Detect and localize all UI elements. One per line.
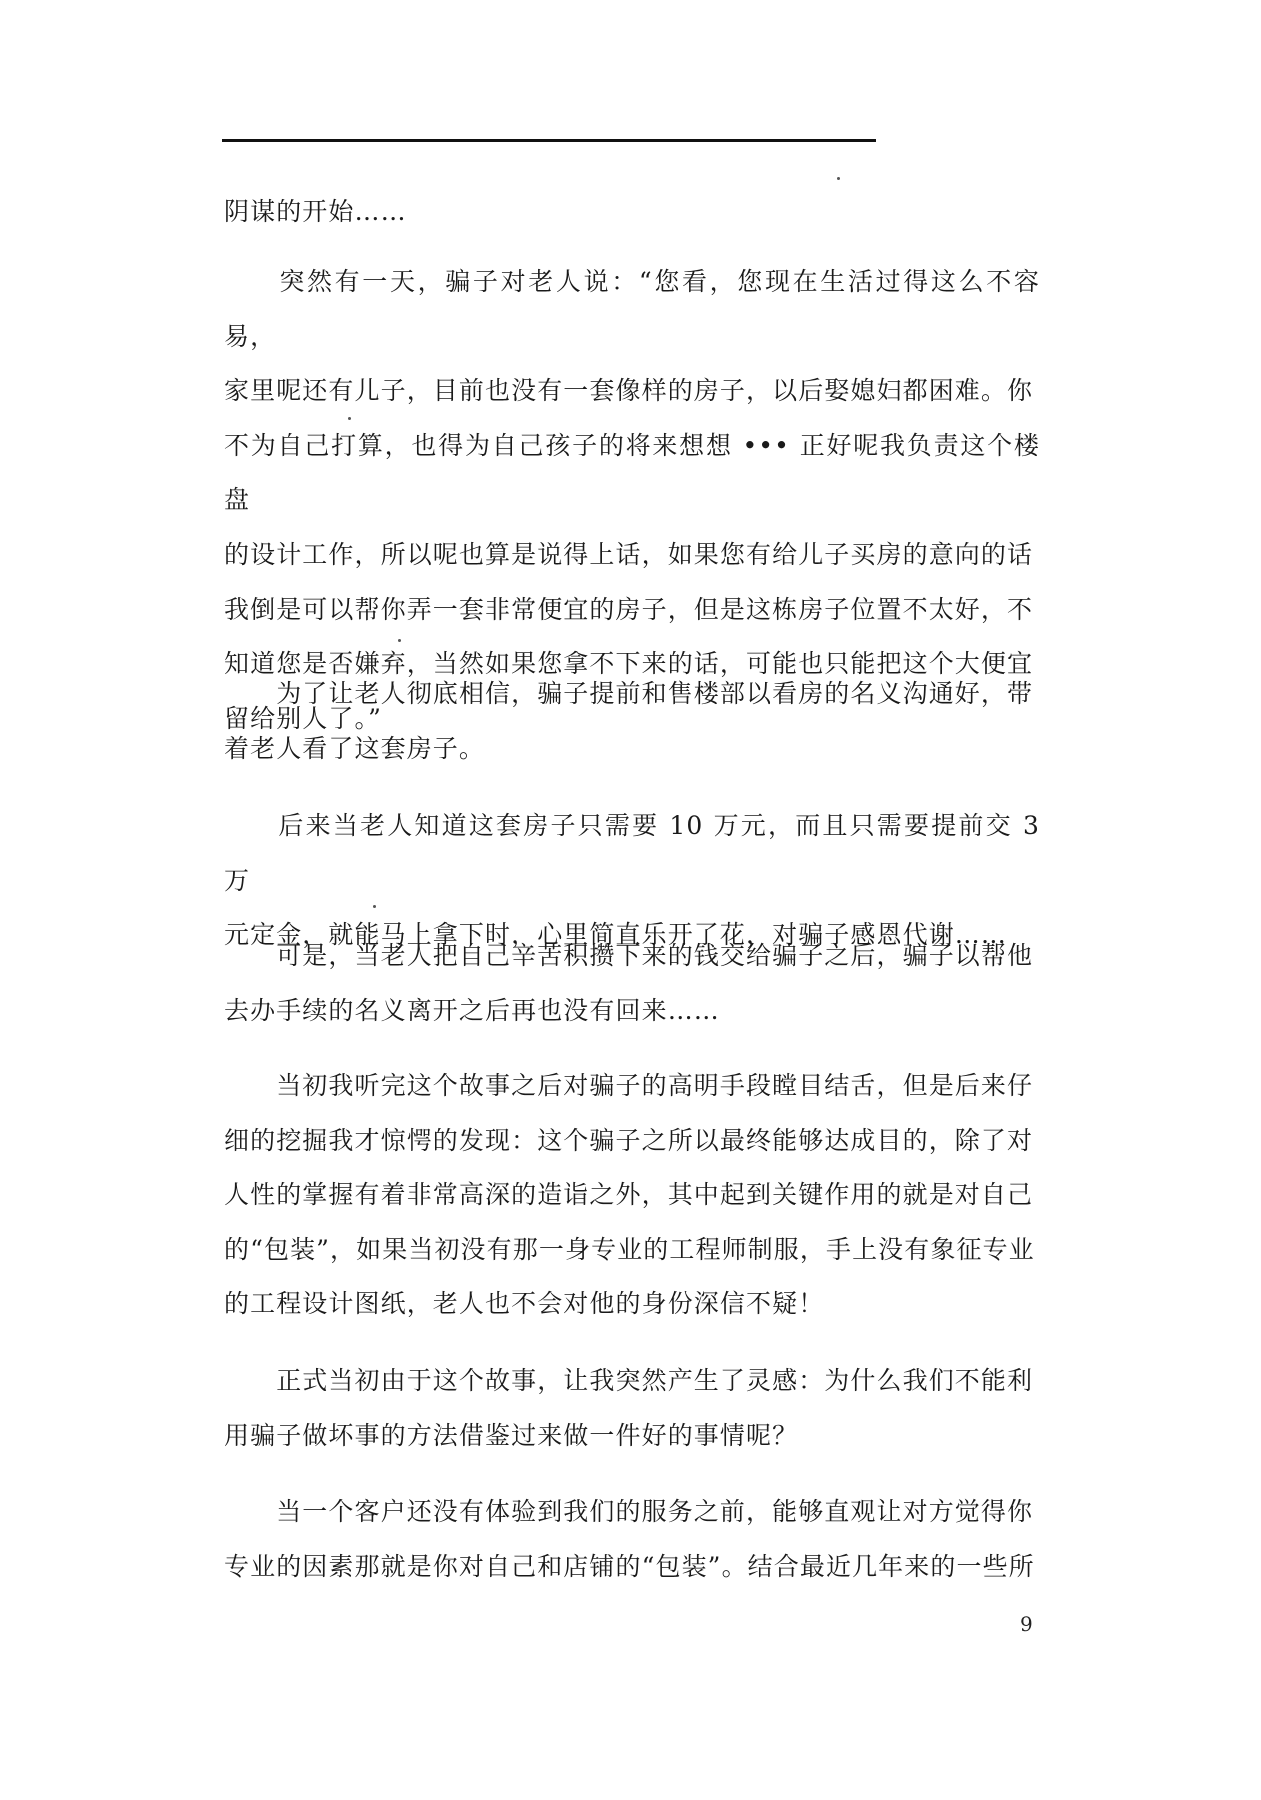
scan-speck bbox=[398, 639, 401, 642]
paragraph-house-viewing: 为了让老人彻底相信，骗子提前和售楼部以看房的名义沟通好，带 着老人看了这套房子。 bbox=[224, 679, 1034, 763]
paragraph-reflection: 当初我听完这个故事之后对骗子的高明手段瞠目结舌，但是后来仔 细的挖掘我才惊愕的发现：这个骗子之所以最终能够达成目的，除了对 人性的掌握有着非常高深的造诣之外，其中起到关键作用的就是对自己 的“包装”，如果当初没有那一身专业的工程师制服，手上没有象征专业 的工程设计图纸，老人也不会对他的身份深信不疑！ bbox=[224, 1071, 1035, 1319]
paragraph-inspiration: 正式当初由于这个故事，让我突然产生了灵感：为什么我们不能利 用骗子做坏事的方法借鉴过来做一件好的事情呢？ bbox=[224, 1366, 1034, 1450]
paragraph-packaging: 当一个客户还没有体验到我们的服务之前，能够直观让对方觉得你 专业的因素那就是你对自己和店铺的“包装”。结合最近几年来的一些所 bbox=[224, 1497, 1035, 1581]
scan-speck bbox=[837, 177, 840, 180]
paragraph-heading-line: 阴谋的开始…… bbox=[224, 197, 407, 226]
page-number: 9 bbox=[1020, 1612, 1033, 1636]
paragraph-money-handover: 可是，当老人把自己辛苦积攒下来的钱交给骗子之后，骗子以帮他 去办手续的名义离开之后再也没有回来…… bbox=[224, 941, 1034, 1025]
paragraph-price-deposit: 后来当老人知道这套房子只需要 10 万元，而且只需要提前交 3 万 元定金，就能马上拿下时，心里简直乐开了花，对骗子感恩代谢…… bbox=[224, 811, 1040, 950]
paragraph-scam-dialogue: 突然有一天，骗子对老人说：“您看，您现在生活过得这么不容易， 家里呢还有儿子，目前也没有一套像样的房子，以后娶媳妇都困难。你 不为自己打算，也得为自己孩子的将来想想 ••• 正好呢我负责这个楼盘 的设计工作，所以呢也算是说得上话，如果您有给儿子买房的意向的话 我倒是可以帮你弄一套非常便宜的房子，但是这栋房子位置不太好，不 知道您是否嫌弃，当然如果您拿不下来的话，可能也只能把这个大便宜 留给别人了。” bbox=[224, 267, 1040, 733]
scan-speck bbox=[348, 417, 351, 420]
header-rule bbox=[222, 139, 876, 142]
scan-speck bbox=[373, 905, 376, 908]
